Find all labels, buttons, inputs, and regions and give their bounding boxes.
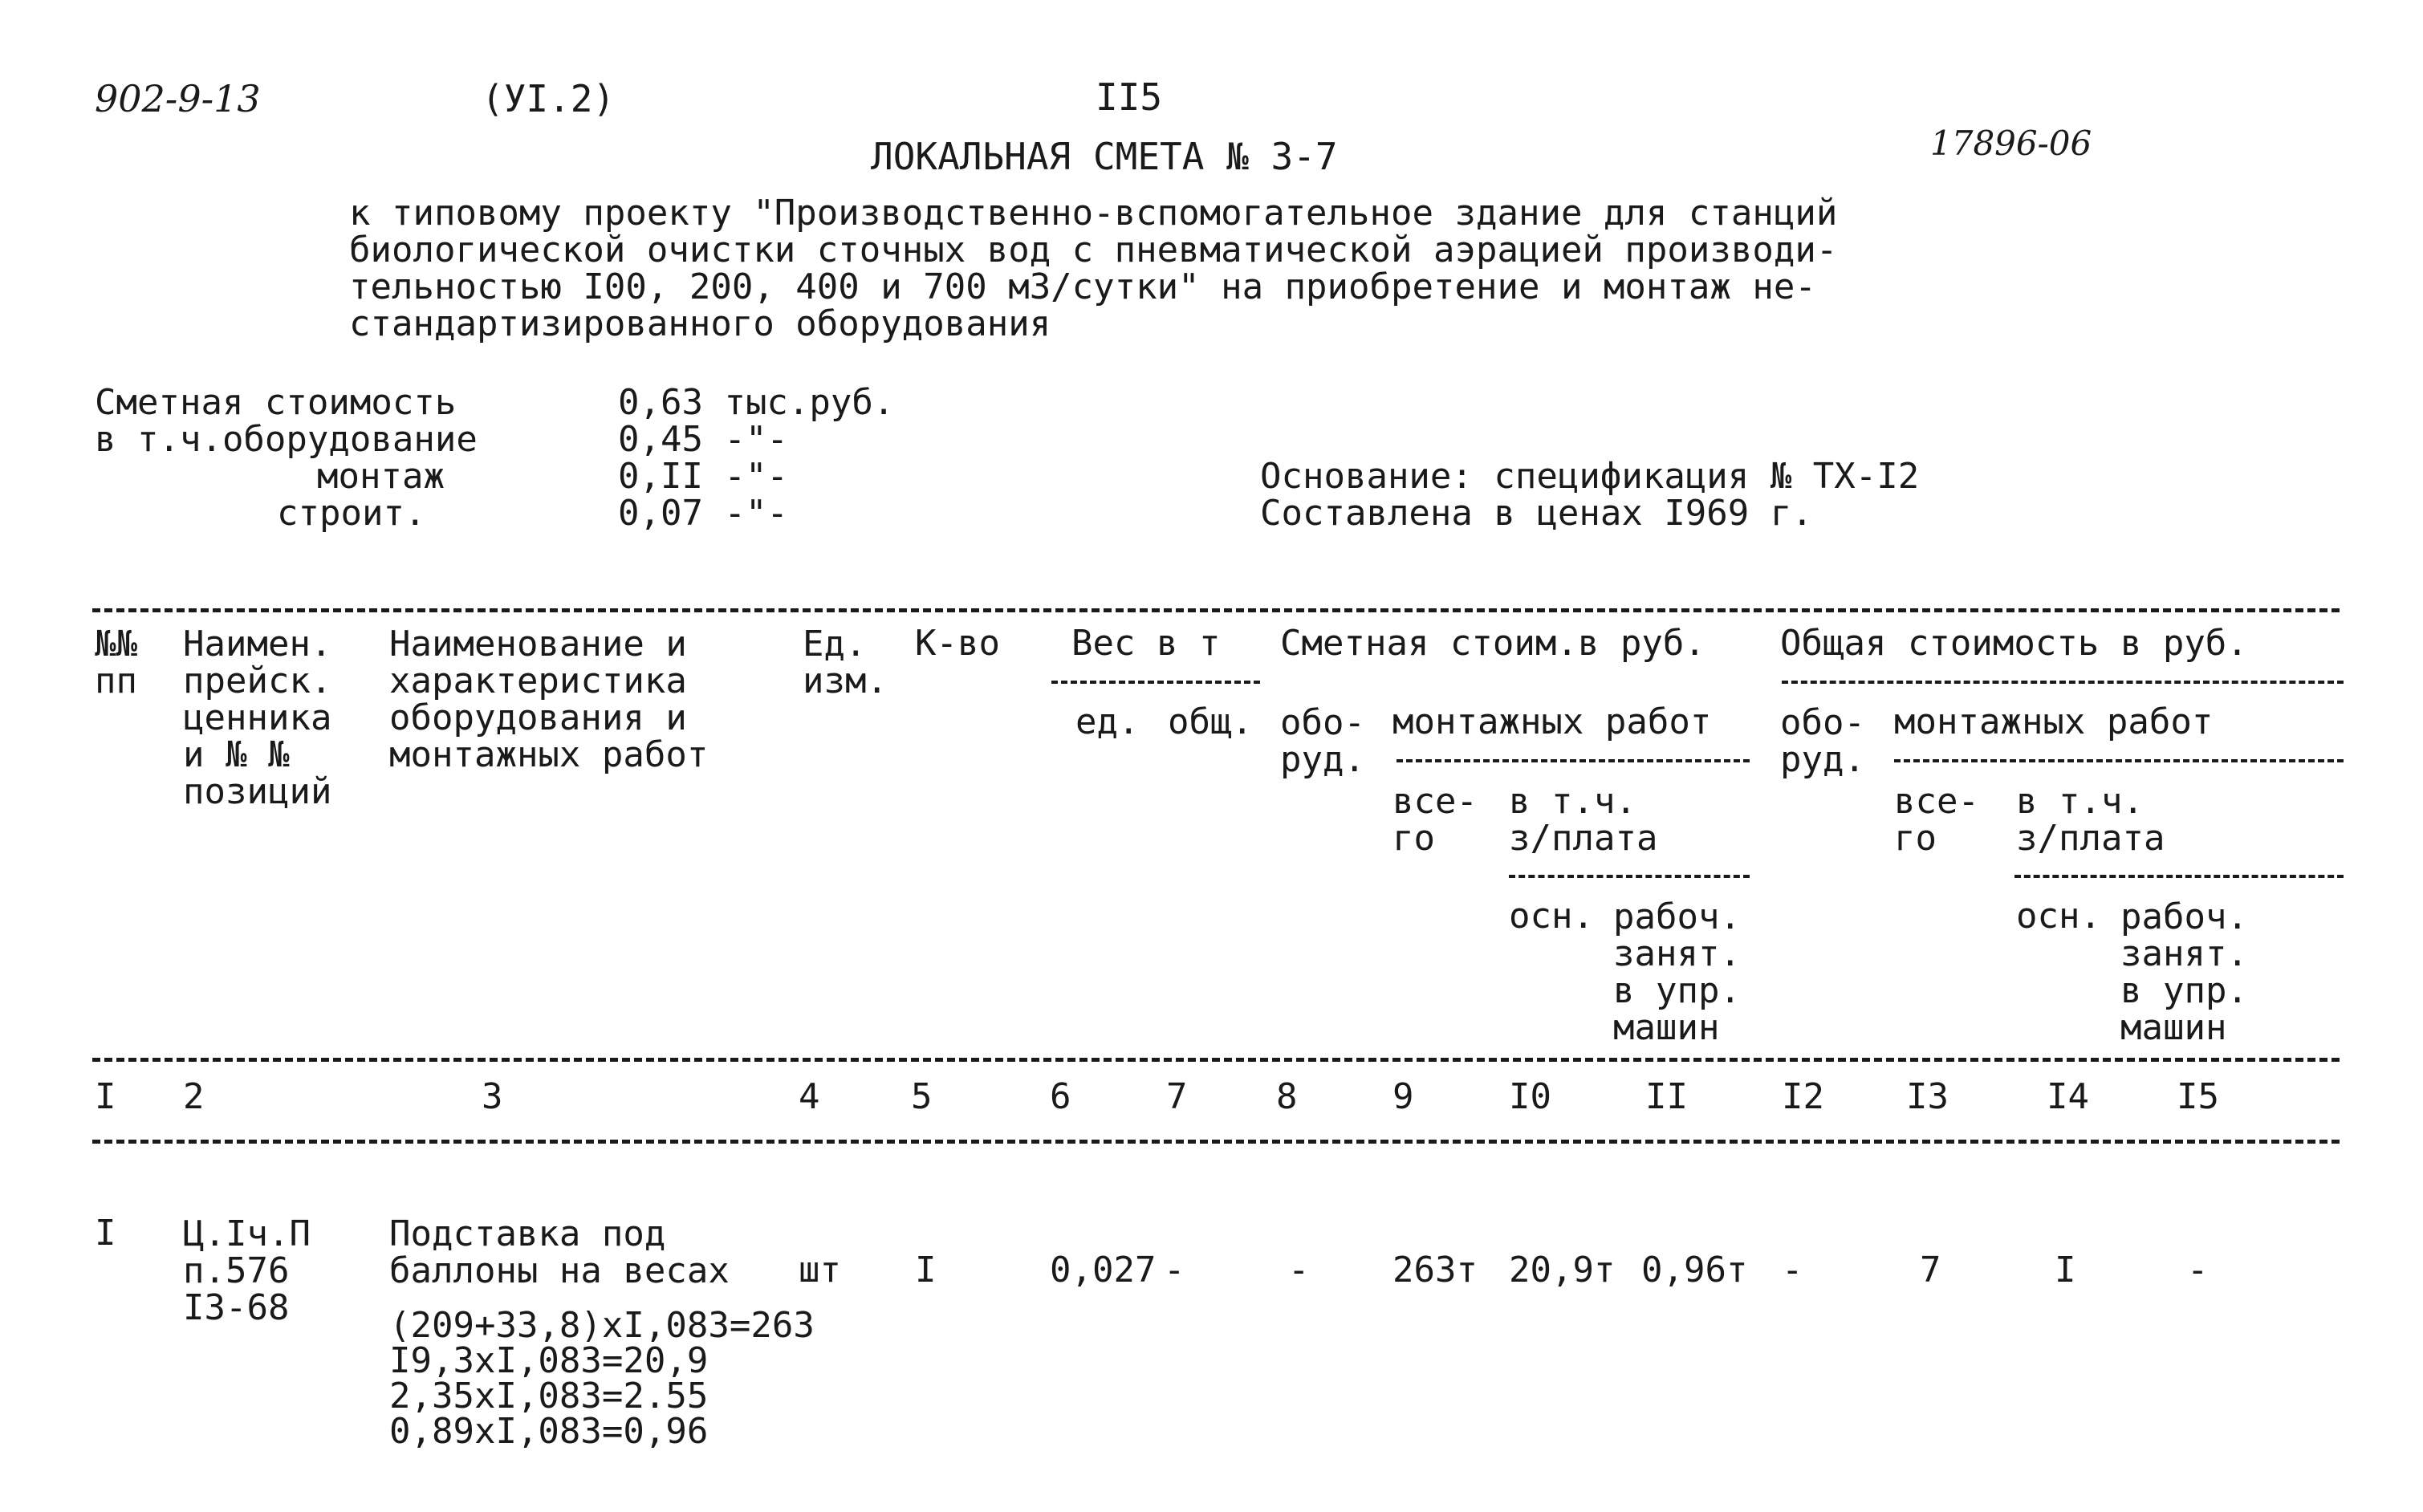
column-number: 7 bbox=[1166, 1076, 1188, 1117]
col-qty-header: К-во bbox=[915, 623, 1000, 664]
install-rule-a bbox=[1396, 759, 1750, 762]
row-weight-unit: 0,027 bbox=[1050, 1250, 1157, 1290]
install-value: 0,II -"- bbox=[618, 456, 788, 497]
install-a-header: монтажных работ bbox=[1392, 701, 1712, 742]
basic-a-header: осн. bbox=[1509, 896, 1594, 937]
equipment-b-header: обо- руд. bbox=[1780, 702, 1865, 780]
row-install-wage: 20,9т bbox=[1509, 1250, 1616, 1290]
row-number: I bbox=[95, 1213, 116, 1254]
equipment-value: 0,45 -"- bbox=[618, 419, 788, 460]
estimate-cost-header: Сметная стоим.в руб. bbox=[1280, 623, 1705, 664]
column-number: 8 bbox=[1276, 1076, 1298, 1117]
row-price-ref: Ц.Iч.П п.576 I3-68 bbox=[183, 1213, 311, 1328]
document-title: ЛОКАЛЬНАЯ СМЕТА № 3-7 bbox=[871, 135, 1338, 178]
row-calculations: (209+33,8)хI,083=263 I9,3хI,083=20,9 2,35хI,083=2.55 0,89хI,083=0,96 bbox=[389, 1305, 815, 1452]
machine-a-header: рабоч. занят. в упр. машин bbox=[1613, 896, 1741, 1048]
subtitle-line: стандартизированного оборудования bbox=[349, 303, 1051, 344]
estimate-value: 0,63 тыс.руб. bbox=[618, 382, 895, 423]
weight-total-header: общ. bbox=[1168, 701, 1253, 742]
wage-rule-a bbox=[1509, 875, 1750, 878]
row-total-equipment: - bbox=[1782, 1250, 1803, 1290]
overall-cost-header: Общая стоимость в руб. bbox=[1780, 623, 2248, 664]
install-label: монтаж bbox=[317, 456, 445, 497]
incl-b-header: в т.ч. з/плата bbox=[2016, 781, 2165, 859]
col-price-ref-header: Наимен. прейск. ценника и № № позиций bbox=[183, 624, 332, 812]
row-total-install: 7 bbox=[1920, 1250, 1941, 1290]
volume-label: (УI.2) bbox=[482, 77, 616, 120]
column-number: 9 bbox=[1392, 1076, 1414, 1117]
estimate-label: Сметная стоимость bbox=[95, 382, 457, 423]
overall-rule bbox=[1782, 681, 2344, 684]
row-install-machine: 0,96т bbox=[1641, 1250, 1748, 1290]
subtitle-line: биологической очистки сточных вод с пневматической аэрацией производи- bbox=[349, 230, 1838, 270]
col-name-header: Наименование и характеристика оборудования и монтажных работ bbox=[389, 624, 709, 775]
column-number: I4 bbox=[2047, 1076, 2089, 1117]
column-number: I5 bbox=[2177, 1076, 2219, 1117]
col-unit-header: Ед. изм. bbox=[803, 624, 888, 701]
subtitle-line: к типовому проекту "Производственно-вспомогательное здание для станций bbox=[349, 193, 1838, 234]
header-bottom-rule bbox=[92, 1058, 2340, 1062]
column-number: 5 bbox=[911, 1076, 933, 1117]
doc-code: 902-9-13 bbox=[95, 77, 261, 120]
build-label: строит. bbox=[277, 493, 426, 534]
column-number: II bbox=[1645, 1076, 1688, 1117]
row-qty: I bbox=[915, 1250, 937, 1290]
column-number: I2 bbox=[1782, 1076, 1824, 1117]
column-number: I0 bbox=[1509, 1076, 1551, 1117]
row-name: Подставка под баллоны на весах bbox=[389, 1213, 730, 1291]
column-number: 3 bbox=[482, 1076, 503, 1117]
page-number: II5 bbox=[1096, 75, 1163, 119]
row-install-total: 263т bbox=[1392, 1250, 1478, 1290]
basic-b-header: осн. bbox=[2016, 896, 2101, 937]
subtitle-line: тельностью I00, 200, 400 и 700 м3/сутки" на приобретение и монтаж не- bbox=[349, 266, 1816, 307]
column-number: I bbox=[95, 1076, 116, 1117]
row-total-machine: - bbox=[2187, 1250, 2209, 1290]
total-a-header: все- го bbox=[1392, 781, 1478, 859]
equipment-label: в т.ч.оборудование bbox=[95, 419, 478, 460]
wage-rule-b bbox=[2014, 875, 2344, 878]
column-number: 4 bbox=[799, 1076, 820, 1117]
equipment-a-header: обо- руд. bbox=[1280, 702, 1365, 780]
column-number: 6 bbox=[1050, 1076, 1071, 1117]
basis-line: Составлена в ценах I969 г. bbox=[1260, 493, 1813, 534]
numbers-bottom-rule bbox=[92, 1140, 2340, 1144]
row-total-wage: I bbox=[2055, 1250, 2076, 1290]
incl-a-header: в т.ч. з/плата bbox=[1509, 781, 1658, 859]
weight-header: Вес в т bbox=[1071, 623, 1221, 664]
col-number-header: №№ пп bbox=[95, 624, 137, 701]
table-top-rule bbox=[92, 608, 2340, 612]
weight-unit-header: ед. bbox=[1075, 701, 1140, 742]
total-b-header: все- го bbox=[1894, 781, 1979, 859]
row-weight-total: - bbox=[1164, 1250, 1185, 1290]
install-b-header: монтажных работ bbox=[1894, 701, 2214, 742]
handwritten-number: 17896-06 bbox=[1930, 124, 2092, 163]
build-value: 0,07 -"- bbox=[618, 493, 788, 534]
install-rule-b bbox=[1894, 759, 2344, 762]
row-equipment: - bbox=[1288, 1250, 1310, 1290]
basis-line: Основание: спецификация № ТХ-I2 bbox=[1260, 456, 1920, 497]
weight-rule bbox=[1051, 681, 1260, 684]
machine-b-header: рабоч. занят. в упр. машин bbox=[2120, 896, 2248, 1048]
row-unit: шт bbox=[799, 1250, 841, 1290]
column-number: I3 bbox=[1906, 1076, 1949, 1117]
column-number: 2 bbox=[183, 1076, 205, 1117]
